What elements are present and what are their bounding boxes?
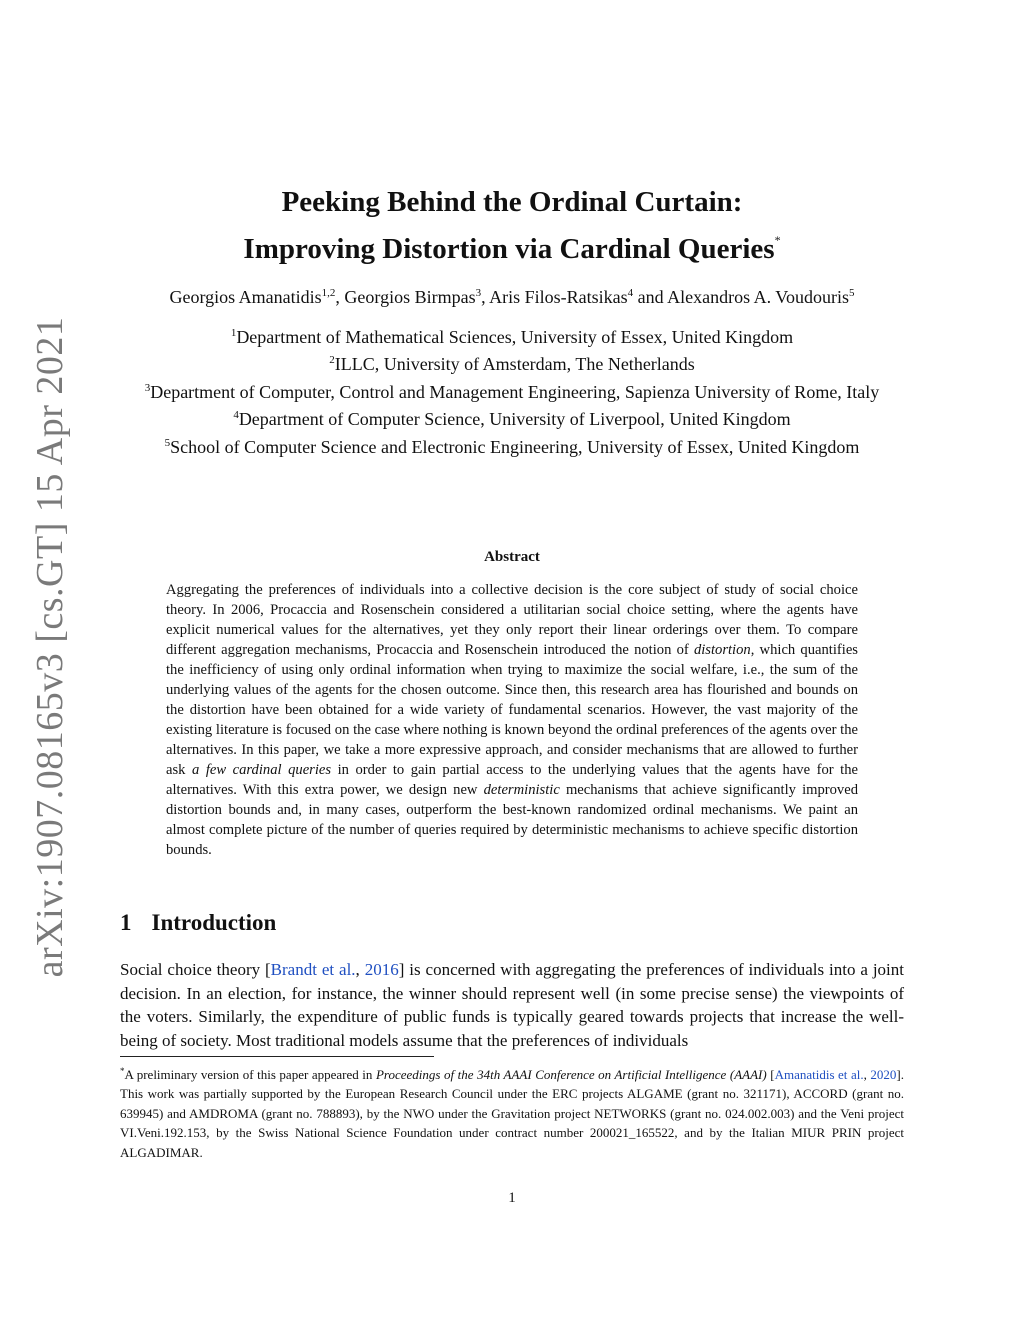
citation-year-link[interactable]: 2020 xyxy=(870,1067,897,1082)
footnote: *A preliminary version of this paper appeared in Proceedings of the 34th AAAI Conference on Artificial Intelligence (AAAI) [Amanatidis et al., 2020]. This work was partially supported by the European Research Council under the ERC projects ALGAME (grant no. 321171), ACCORD (grant no. 639945) and AMDROMA (grant no. 788893), by the NWO under the Gravitation project NETWORKS (grant no. 024.002.003) and the Veni project VI.Veni.192.153, by the Swiss National Science Foundation under contract number 200021_165522, and by the Italian MIUR PRIN project ALGADIMAR. xyxy=(120,1066,904,1160)
author: Georgios Birmpas$^3$, xyxy=(344,287,490,307)
author: Alexandros A. Voudouris$^5$ xyxy=(667,287,855,307)
author: Georgios Amanatidis$^{1,2}$, xyxy=(169,287,345,307)
paper-title-line-1: Peeking Behind the Ordinal Curtain: xyxy=(281,186,743,218)
paper-title-line-2: Improving Distortion via Cardinal Queries* xyxy=(243,233,781,265)
affiliation: $^4$Department of Computer Science, University of Liverpool, United Kingdom xyxy=(233,409,791,430)
citation-link[interactable]: Amanatidis et al. xyxy=(774,1067,864,1082)
affiliation: $^5$School of Computer Science and Electronic Engineering, University of Essex, United Kingdom xyxy=(164,436,860,457)
section-heading-introduction: 1 Introduction xyxy=(120,910,277,935)
arxiv-identifier: arXiv:1907.08165v3 [cs.GT] 15 Apr 2021 xyxy=(29,316,71,978)
author-list xyxy=(110,281,914,309)
arxiv-sidebar-stamp xyxy=(29,316,71,978)
page-number: 1 xyxy=(508,1190,516,1206)
affiliation: $^2$ILLC, University of Amsterdam, The Netherlands xyxy=(329,354,695,375)
citation-link[interactable]: Brandt et al. xyxy=(270,960,356,979)
affiliation: $^3$Department of Computer, Control and Management Engineering, Sapienza University of Rome, Italy xyxy=(144,381,880,402)
affiliation: $^1$Department of Mathematical Sciences, University of Essex, United Kingdom xyxy=(230,327,794,347)
abstract-heading: Abstract xyxy=(484,549,540,565)
footnote-rule xyxy=(120,1056,434,1057)
introduction-paragraph: Social choice theory [Brandt et al., 2016] is concerned with aggregating the preferences of individuals into a joint decision. In an election, for instance, the winner should represent well (in some precise sense) the viewpoints of the voters. Similarly, the expenditure of public funds is typically geared towards projects that increase the well-being of society. Most traditional models assume that the preferences of individuals xyxy=(120,960,904,1050)
affiliation-list xyxy=(110,322,914,459)
citation-year-link[interactable]: 2016 xyxy=(364,960,399,979)
title-footnote-mark: * xyxy=(774,233,781,247)
author: Aris Filos-Ratsikas$^4$ and xyxy=(489,287,668,307)
abstract-body: Aggregating the preferences of individuals into a collective decision is the core subject of study of social choice theory. In 2006, Procaccia and Rosenschein considered a utilitarian social choice setting, where the agents have explicit numerical values for the alternatives, yet they only report their linear orderings over them. To compare different aggregation mechanisms, Procaccia and Rosenschein introduced the notion of distortion, which quantifies the inefficiency of using only ordinal information when trying to maximize the social welfare, i.e., the sum of the underlying values of the agents for the chosen outcome. Since then, this research area has flourished and bounds on the distortion have been obtained for a wide variety of fundamental scenarios. However, the vast majority of the existing literature is focused on the case where nothing is known beyond the ordinal preferences of the agents over the alternatives. In this paper, we take a more expressive approach, and consider mechanisms that are allowed to further ask a few cardinal queries in order to gain partial access to the underlying values that the agents have for the alternatives. With this extra power, we design new deterministic mechanisms that achieve significantly improved distortion bounds and, in many cases, outperform the best-known randomized ordinal mechanisms. We paint an almost complete picture of the number of queries required by deterministic mechanisms to achieve specific distortion bounds. xyxy=(166,582,858,858)
